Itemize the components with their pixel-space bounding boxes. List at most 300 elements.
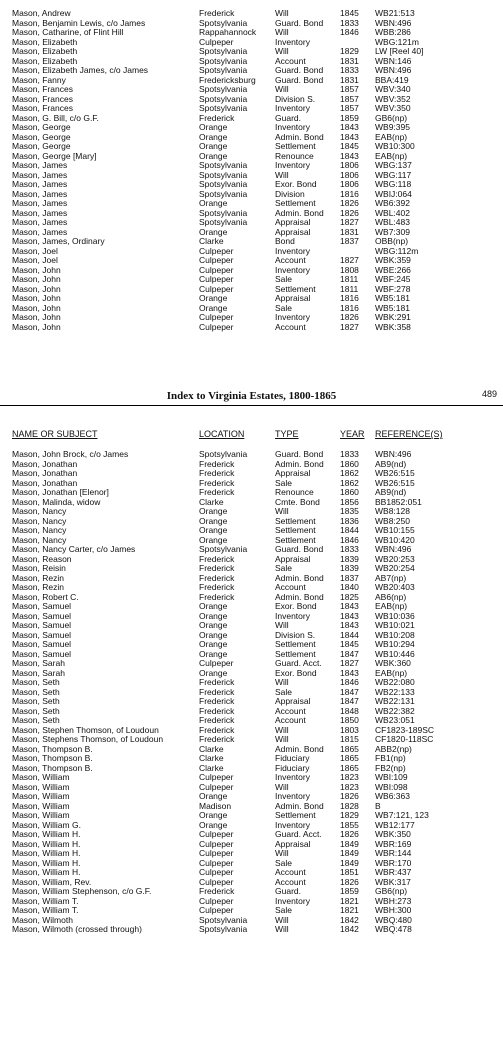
table-row [12, 545, 497, 555]
entry-location: Orange [199, 649, 228, 659]
table-row [12, 28, 497, 38]
entry-year: 1849 [340, 849, 359, 858]
column-header-location: LOCATION [199, 429, 245, 439]
entry-reference: WBN:496 [375, 545, 412, 554]
entry-name: Mason, John [12, 265, 61, 275]
table-row [12, 735, 497, 745]
entry-reference: WB10:420 [375, 535, 415, 545]
entry-reference: WBL:483 [375, 218, 410, 227]
entry-reference: WBK:359 [375, 256, 411, 265]
entry-year: 1846 [340, 28, 359, 37]
entry-name: Mason, Fanny [12, 75, 66, 85]
entry-location: Frederick [199, 887, 235, 896]
entry-location: Frederick [199, 573, 235, 583]
entry-year: 1829 [340, 47, 359, 56]
entry-type: Will [275, 925, 289, 934]
entry-name: Mason, James [12, 208, 68, 218]
entry-name: Mason, Sarah [12, 668, 65, 678]
entry-year: 1821 [340, 906, 359, 915]
entry-location: Orange [199, 611, 228, 621]
entry-type: Account [275, 256, 306, 265]
entry-reference: WBG:118 [375, 180, 412, 189]
table-row [12, 659, 497, 669]
entry-type: Fiduciary [275, 754, 310, 763]
entry-location: Orange [199, 621, 228, 630]
entry-type: Appraisal [275, 227, 311, 237]
entry-reference: WBR:144 [375, 849, 412, 858]
entry-name: Mason, Frances [12, 104, 73, 113]
entry-reference: WBB:286 [375, 28, 411, 37]
entry-name: Mason, James [12, 189, 68, 199]
entry-type: Appraisal [275, 218, 311, 227]
entry-type: Settlement [275, 516, 316, 526]
entry-reference: WB20:253 [375, 554, 415, 564]
entry-location: Spotsylvania [199, 545, 248, 554]
entry-type: Division S. [275, 630, 316, 640]
entry-year: 1843 [340, 611, 359, 621]
entry-type: Guard. [275, 113, 301, 123]
entry-type: Guard. Bond [275, 450, 324, 459]
entry-reference: AB9(nd) [375, 488, 407, 497]
entry-type: Appraisal [275, 294, 311, 303]
table-row [12, 906, 497, 916]
table-row [12, 450, 497, 460]
entry-location: Culpeper [199, 830, 234, 839]
table-row [12, 602, 497, 612]
entry-year: 1857 [340, 85, 359, 94]
entry-year: 1840 [340, 583, 359, 592]
entry-reference: WBV:350 [375, 104, 411, 113]
table-row [12, 304, 497, 314]
page-title: Index to Virginia Estates, 1800-1865 [166, 390, 337, 402]
entry-location: Spotsylvania [199, 56, 248, 66]
entry-name: Mason, John [12, 303, 61, 313]
entry-reference: WB8:128 [375, 507, 410, 516]
entry-type: Exor. Bond [275, 668, 317, 678]
table-row [12, 802, 497, 812]
entry-location: Culpeper [199, 313, 234, 322]
entry-year: 1836 [340, 516, 359, 526]
entry-reference: WB22:382 [375, 706, 415, 716]
entry-reference: WB6:363 [375, 792, 410, 801]
entry-type: Will [275, 28, 289, 37]
entry-reference: WB21:513 [375, 9, 415, 18]
table-row [12, 228, 497, 238]
table-row [12, 171, 497, 181]
table-row [12, 697, 497, 707]
entry-location: Orange [199, 535, 228, 545]
entry-year: 1846 [340, 535, 359, 545]
entry-name: Mason, Jonathan [12, 478, 78, 488]
table-row [12, 313, 497, 323]
entry-name: Mason, William H. [12, 849, 81, 858]
entry-name: Mason, Thompson B. [12, 754, 93, 763]
entry-location: Frederick [199, 113, 235, 123]
table-row [12, 9, 497, 19]
entry-type: Account [275, 868, 306, 877]
entry-location: Frederick [199, 687, 235, 697]
entry-name: Mason, William H. [12, 868, 81, 877]
table-row [12, 142, 497, 152]
entry-reference: WBG:121m [375, 37, 419, 47]
entry-name: Mason, James, Ordinary [12, 237, 105, 246]
entry-reference: WBG:137 [375, 161, 412, 170]
entry-name: Mason, Reason [12, 554, 72, 564]
entry-year: 1845 [340, 640, 359, 649]
entry-location: Clarke [199, 237, 224, 246]
entry-reference: WBG:112m [375, 246, 419, 256]
entry-year: 1816 [340, 294, 359, 303]
entry-reference: FB2(np) [375, 763, 406, 773]
entry-name: Mason, Joel [12, 246, 58, 256]
entry-location: Culpeper [199, 659, 234, 668]
table-row [12, 792, 497, 802]
table-row [12, 323, 497, 333]
entry-location: Spotsylvania [199, 161, 248, 170]
entry-year: 1831 [340, 56, 359, 66]
entry-name: Mason, Samuel [12, 649, 72, 659]
entry-reference: B [375, 801, 381, 811]
entry-reference: LW [Reel 40] [375, 47, 424, 56]
entry-reference: GB6(np) [375, 113, 408, 123]
table-row [12, 631, 497, 641]
entry-year: 1839 [340, 564, 359, 573]
entry-year: 1826 [340, 877, 359, 887]
entry-name: Mason, William, Rev. [12, 877, 92, 887]
entry-reference: WBQ:478 [375, 925, 412, 934]
entry-name: Mason, William T. [12, 906, 79, 915]
entry-name: Mason, William G. [12, 820, 81, 830]
entry-year: 1843 [340, 132, 359, 142]
entry-type: Inventory [275, 792, 310, 801]
entry-year: 1808 [340, 265, 359, 275]
entry-name: Mason, Rezin [12, 583, 64, 592]
entry-reference: WBF:278 [375, 284, 411, 294]
entry-location: Madison [199, 801, 232, 811]
entry-reference: WBE:266 [375, 265, 411, 275]
entry-type: Sale [275, 303, 293, 313]
entry-location: Orange [199, 132, 228, 142]
entry-year: 1827 [340, 256, 359, 265]
entry-type: Sale [275, 275, 293, 284]
entry-name: Mason, Benjamin Lewis, c/o James [12, 18, 146, 28]
entry-name: Mason, George [Mary] [12, 151, 97, 161]
entry-name: Mason, Frances [12, 85, 73, 94]
entry-name: Mason, Elizabeth [12, 37, 78, 47]
entry-name: Mason, George [12, 123, 71, 132]
table-row [12, 887, 497, 897]
entry-name: Mason, Nancy [12, 526, 67, 535]
table-row [12, 868, 497, 878]
entry-reference: WBI:098 [375, 782, 408, 792]
entry-year: 1844 [340, 526, 359, 535]
entry-name: Mason, Wilmoth (crossed through) [12, 925, 142, 934]
column-header-type: TYPE [275, 429, 299, 439]
entry-location: Culpeper [199, 906, 234, 915]
entry-reference: WBN:496 [375, 66, 412, 75]
entry-reference: WB10:155 [375, 526, 415, 535]
table-row [12, 916, 497, 926]
table-row [12, 152, 497, 162]
entry-name: Mason, Wilmoth [12, 915, 73, 925]
entry-location: Culpeper [199, 322, 234, 332]
entry-location: Culpeper [199, 265, 234, 275]
entry-year: 1856 [340, 497, 359, 507]
entry-type: Will [275, 85, 289, 94]
table-row [12, 821, 497, 831]
entry-reference: BB1852:051 [375, 497, 422, 507]
entry-location: Frederick [199, 564, 235, 573]
entry-name: Mason, William [12, 801, 70, 811]
entry-name: Mason, Seth [12, 716, 60, 725]
entry-name: Mason, Samuel [12, 621, 72, 630]
table-row [12, 180, 497, 190]
entry-year: 1837 [340, 573, 359, 583]
table-row [12, 47, 497, 57]
table-row [12, 830, 497, 840]
entry-type: Guard. Bond [275, 545, 324, 554]
entry-location: Orange [199, 227, 228, 237]
entry-year: 1855 [340, 820, 359, 830]
entry-location: Culpeper [199, 877, 234, 887]
table-row [12, 38, 497, 48]
entry-year: 1827 [340, 218, 359, 227]
entry-year: 1860 [340, 488, 359, 497]
entry-name: Mason, George [12, 142, 71, 151]
entry-reference: WB9:395 [375, 123, 410, 132]
entry-location: Spotsylvania [199, 915, 248, 925]
entry-location: Spotsylvania [199, 450, 248, 459]
entry-type: Account [275, 706, 306, 716]
entry-year: 1826 [340, 208, 359, 218]
entry-location: Orange [199, 294, 228, 303]
table-row [12, 285, 497, 295]
entry-year: 1860 [340, 459, 359, 469]
entry-reference: WB10:036 [375, 611, 415, 621]
table-row [12, 507, 497, 517]
entry-name: Mason, James [12, 218, 68, 227]
entry-location: Orange [199, 668, 228, 678]
entry-location: Frederick [199, 678, 235, 687]
entry-year: 1844 [340, 630, 359, 640]
entry-location: Orange [199, 507, 228, 516]
table-row [12, 840, 497, 850]
entry-reference: WBN:496 [375, 18, 412, 28]
entry-year: 1848 [340, 706, 359, 716]
entry-location: Orange [199, 792, 228, 801]
entry-year: 1806 [340, 180, 359, 189]
entry-year: 1829 [340, 811, 359, 820]
entry-location: Spotsylvania [199, 189, 248, 199]
entry-reference: WBR:170 [375, 858, 412, 868]
entry-year: 1846 [340, 678, 359, 687]
entry-reference: WBK:350 [375, 830, 411, 839]
entry-type: Inventory [275, 896, 310, 906]
entry-type: Bond [275, 237, 295, 246]
entry-year: 1843 [340, 602, 359, 611]
entry-year: 1816 [340, 189, 359, 199]
entry-reference: WBR:437 [375, 868, 412, 877]
entry-location: Frederick [199, 478, 235, 488]
entry-name: Mason, Robert C. [12, 592, 79, 602]
entry-location: Culpeper [199, 773, 234, 782]
entry-type: Will [275, 47, 289, 56]
entry-year: 1806 [340, 161, 359, 170]
entry-location: Culpeper [199, 37, 234, 47]
entry-year: 1821 [340, 896, 359, 906]
entry-name: Mason, Seth [12, 706, 60, 716]
entry-name: Mason, James [12, 170, 68, 180]
entry-name: Mason, William H. [12, 839, 81, 849]
entry-year: 1843 [340, 668, 359, 678]
entry-reference: WB22:080 [375, 678, 415, 687]
entry-name: Mason, Nancy [12, 516, 67, 526]
entry-reference: WB26:515 [375, 478, 415, 488]
entry-type: Admin. Bond [275, 208, 324, 218]
entry-location: Frederick [199, 9, 235, 18]
entry-reference: WB7:309 [375, 227, 410, 237]
column-header-reference: REFERENCE(S) [375, 429, 443, 439]
entry-location: Spotsylvania [199, 180, 248, 189]
entry-year: 1851 [340, 868, 359, 877]
entry-name: Mason, Stephens Thomson, of Loudoun [12, 735, 164, 744]
entry-type: Will [275, 507, 289, 516]
entry-name: Mason, Samuel [12, 611, 72, 621]
entry-year: 1857 [340, 104, 359, 113]
entry-name: Mason, William [12, 773, 70, 782]
table-row [12, 849, 497, 859]
entry-year: 1843 [340, 123, 359, 132]
entry-location: Orange [199, 811, 228, 820]
entry-location: Clarke [199, 497, 224, 507]
entry-year: 1857 [340, 94, 359, 104]
entry-type: Renounce [275, 151, 314, 161]
entry-reference: WB23:051 [375, 716, 415, 725]
table-row [12, 275, 497, 285]
entry-location: Frederick [199, 488, 235, 497]
entry-type: Sale [275, 564, 293, 573]
entry-type: Settlement [275, 199, 316, 208]
entry-location: Culpeper [199, 275, 234, 284]
entry-location: Spotsylvania [199, 94, 248, 104]
entry-location: Frederick [199, 697, 235, 706]
entry-name: Mason, John [12, 275, 61, 284]
table-row [12, 19, 497, 29]
table-row [12, 612, 497, 622]
entry-year: 1862 [340, 469, 359, 478]
entry-type: Renounce [275, 488, 314, 497]
entry-reference: WB8:250 [375, 516, 410, 526]
entry-reference: WBIJ:064 [375, 189, 412, 199]
entry-year: 1811 [340, 275, 359, 284]
entry-location: Fredericksburg [199, 75, 256, 85]
entry-reference: WBN:146 [375, 56, 412, 66]
entry-name: Mason, William [12, 782, 70, 792]
entry-reference: WBK:291 [375, 313, 411, 322]
entry-location: Spotsylvania [199, 85, 248, 94]
table-row [12, 460, 497, 470]
entry-type: Inventory [275, 611, 310, 621]
entry-year: 1845 [340, 142, 359, 151]
entry-type: Inventory [275, 104, 310, 113]
column-header-name: NAME OR SUBJECT [12, 429, 98, 439]
entry-name: Mason, Elizabeth James, c/o James [12, 66, 149, 75]
entry-type: Guard. Bond [275, 18, 324, 28]
table-row [12, 469, 497, 479]
entry-reference: WBK:358 [375, 322, 411, 332]
entry-type: Settlement [275, 284, 316, 294]
table-row [12, 218, 497, 228]
entry-year: 1815 [340, 735, 359, 744]
entry-name: Mason, James [12, 180, 68, 189]
entry-type: Admin. Bond [275, 592, 324, 602]
entry-name: Mason, Samuel [12, 602, 72, 611]
entry-reference: WB26:515 [375, 469, 415, 478]
entry-type: Admin. Bond [275, 132, 324, 142]
entry-reference: WB5:181 [375, 303, 410, 313]
entry-reference: WBL:402 [375, 208, 410, 218]
entry-location: Culpeper [199, 782, 234, 792]
entry-type: Exor. Bond [275, 180, 317, 189]
entry-location: Spotsylvania [199, 47, 248, 56]
entry-year: 1865 [340, 744, 359, 754]
entry-type: Sale [275, 687, 293, 697]
table-row [12, 76, 497, 86]
entry-name: Mason, George [12, 132, 71, 142]
entry-year: 1823 [340, 782, 359, 792]
table-row [12, 783, 497, 793]
entry-type: Will [275, 915, 289, 925]
entry-reference: WBQ:480 [375, 915, 412, 925]
entry-reference: EAB(np) [375, 602, 408, 611]
entry-type: Appraisal [275, 469, 311, 478]
entry-year: 1837 [340, 237, 359, 246]
column-header-row [12, 429, 497, 441]
entry-reference: WBH:273 [375, 896, 412, 906]
table-row [12, 669, 497, 679]
entry-type: Sale [275, 478, 293, 488]
entry-reference: CF1820-118SC [375, 735, 434, 744]
entry-name: Mason, John [12, 284, 61, 294]
entry-year: 1833 [340, 450, 359, 459]
entry-name: Mason, Thompson B. [12, 763, 93, 773]
table-row [12, 95, 497, 105]
entry-reference: WB7:121, 123 [375, 811, 429, 820]
entry-year: 1803 [340, 725, 359, 735]
entry-year: 1839 [340, 554, 359, 564]
entry-name: Mason, Thompson B. [12, 744, 93, 754]
table-row [12, 574, 497, 584]
entry-name: Mason, John [12, 294, 61, 303]
entry-type: Settlement [275, 142, 316, 151]
entry-location: Clarke [199, 754, 224, 763]
entry-year: 1847 [340, 697, 359, 706]
table-row [12, 488, 497, 498]
entry-name: Mason, James [12, 161, 68, 170]
entry-location: Frederick [199, 706, 235, 716]
entry-type: Settlement [275, 526, 316, 535]
entry-location: Spotsylvania [199, 925, 248, 934]
entry-location: Orange [199, 123, 228, 132]
entry-location: Clarke [199, 744, 224, 754]
entry-year: 1827 [340, 659, 359, 668]
table-row [12, 294, 497, 304]
entry-name: Mason, Nancy Carter, c/o James [12, 545, 136, 554]
entry-reference: AB6(np) [375, 592, 407, 602]
entry-year: 1816 [340, 303, 359, 313]
table-row [12, 650, 497, 660]
entry-type: Inventory [275, 265, 310, 275]
